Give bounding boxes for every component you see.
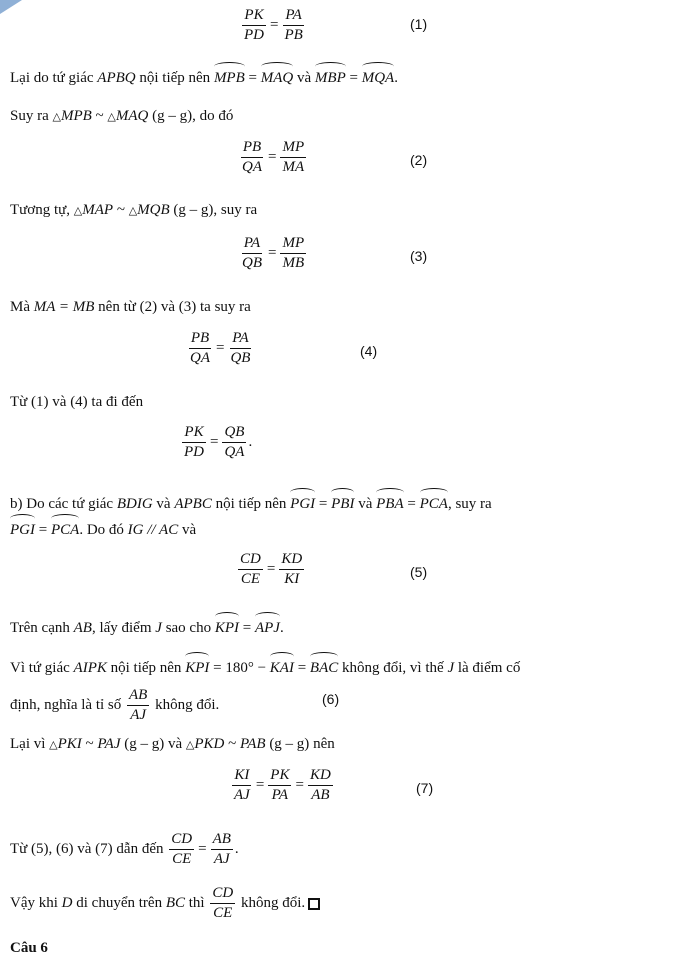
- fraction: $\frac{PB}{QA}$: [190, 330, 210, 366]
- text-line-ratio-constant: định, nghĩa là tỉ số $\frac{AB}{AJ}$ không đổi.: [10, 687, 220, 723]
- equation-2: $\frac{PB}{QA}$ = $\frac{MP}{MA}$: [242, 139, 305, 175]
- fraction: $\frac{PA}{QB}$: [242, 235, 262, 271]
- equation-5: $\frac{CD}{CE}$ = $\frac{KD}{KI}$: [240, 551, 303, 587]
- fraction: $\frac{CD}{CE}$: [240, 551, 261, 587]
- fraction: $\frac{MP}{MB}$: [282, 235, 305, 271]
- equation-result-a: $\frac{PK}{PD}$ = $\frac{QB}{QA}$ .: [184, 424, 253, 460]
- fraction: $\frac{MP}{MA}$: [282, 139, 305, 175]
- fraction: $\frac{CD}{CE}$: [171, 831, 193, 867]
- fraction: $\frac{KD}{AB}$: [309, 767, 331, 803]
- text-line-final: Vậy khi D di chuyển trên BC thì $\frac{CD}{CE}$ không đổi.: [10, 884, 320, 923]
- equation-tag-5: (5): [410, 564, 428, 580]
- fraction: $\frac{KI}{AJ}$: [234, 767, 250, 803]
- equation-tag-3: (3): [410, 248, 428, 264]
- fraction: $\frac{PK}{PA}$: [270, 767, 290, 803]
- equation-tag-2: (2): [410, 152, 428, 168]
- equation-tag-7: (7): [416, 780, 434, 796]
- equation-tag-6: (6): [322, 691, 340, 707]
- text-line-similar-2: Tương tự, △MAP ~ △MQB (g – g), suy ra: [10, 202, 258, 218]
- fraction: $\frac{KD}{KI}$: [281, 551, 303, 587]
- text-line-cyclic-apbq: Lại do tứ giác APBQ nội tiếp nên MPB = MAQ và MBP = MQA.: [10, 64, 398, 88]
- qed-square-icon: [308, 898, 320, 910]
- fraction: $\frac{PB}{QA}$: [242, 139, 262, 175]
- fraction: $\frac{PA}{PB}$: [284, 7, 303, 43]
- equation-tag-1: (1): [410, 16, 428, 32]
- fraction: $\frac{PK}{PD}$: [244, 7, 264, 43]
- text-line-parallel: PGI = PCA. Do đó IG // AC và: [10, 516, 196, 540]
- question-heading: Câu 6: [10, 940, 48, 956]
- fraction: $\frac{PK}{PD}$: [184, 424, 204, 460]
- fraction: $\frac{AB}{AJ}$: [129, 687, 148, 723]
- equation-4: $\frac{PB}{QA}$ = $\frac{PA}{QB}$: [190, 330, 251, 366]
- equation-3: $\frac{PA}{QB}$ = $\frac{MP}{MB}$: [242, 235, 305, 271]
- fraction: $\frac{CD}{CE}$: [212, 885, 234, 921]
- text-line-conclusion-a: Từ (1) và (4) ta đi đến: [10, 394, 144, 410]
- text-line-aipk: Vì tứ giác AIPK nội tiếp nên KPI = 180° − KAI = BAC không đổi, vì thế J là điểm cố: [10, 654, 520, 678]
- text-line-similar-1: Suy ra △MPB ~ △MAQ (g – g), do đó: [10, 108, 234, 124]
- equation-1: $\frac{PK}{PD}$ = $\frac{PA}{PB}$: [244, 7, 303, 43]
- text-line-deduce: Từ (5), (6) và (7) dẫn đến $\frac{CD}{CE}$ = $\frac{AB}{AJ}$ .: [10, 831, 239, 867]
- text-line-ma-mb: Mà MA = MB nên từ (2) và (3) ta suy ra: [10, 299, 251, 315]
- text-line-part-b: b) Do các tứ giác BDIG và APBC nội tiếp nên PGI = PBI và PBA = PCA, suy ra: [10, 490, 492, 514]
- equation-tag-4: (4): [360, 343, 378, 359]
- fraction: $\frac{AB}{AJ}$: [212, 831, 231, 867]
- text-line-similar-3: Lại vì △PKI ~ PAJ (g – g) và △PKD ~ PAB (g – g) nên: [10, 736, 335, 752]
- text-line-point-j: Trên cạnh AB, lấy điểm J sao cho KPI = APJ.: [10, 614, 284, 638]
- page-corner-decoration: [0, 0, 22, 14]
- fraction: $\frac{PA}{QB}$: [230, 330, 251, 366]
- equation-7: $\frac{KI}{AJ}$ = $\frac{PK}{PA}$ = $\frac{KD}{AB}$: [234, 767, 331, 803]
- fraction: $\frac{QB}{QA}$: [224, 424, 245, 460]
